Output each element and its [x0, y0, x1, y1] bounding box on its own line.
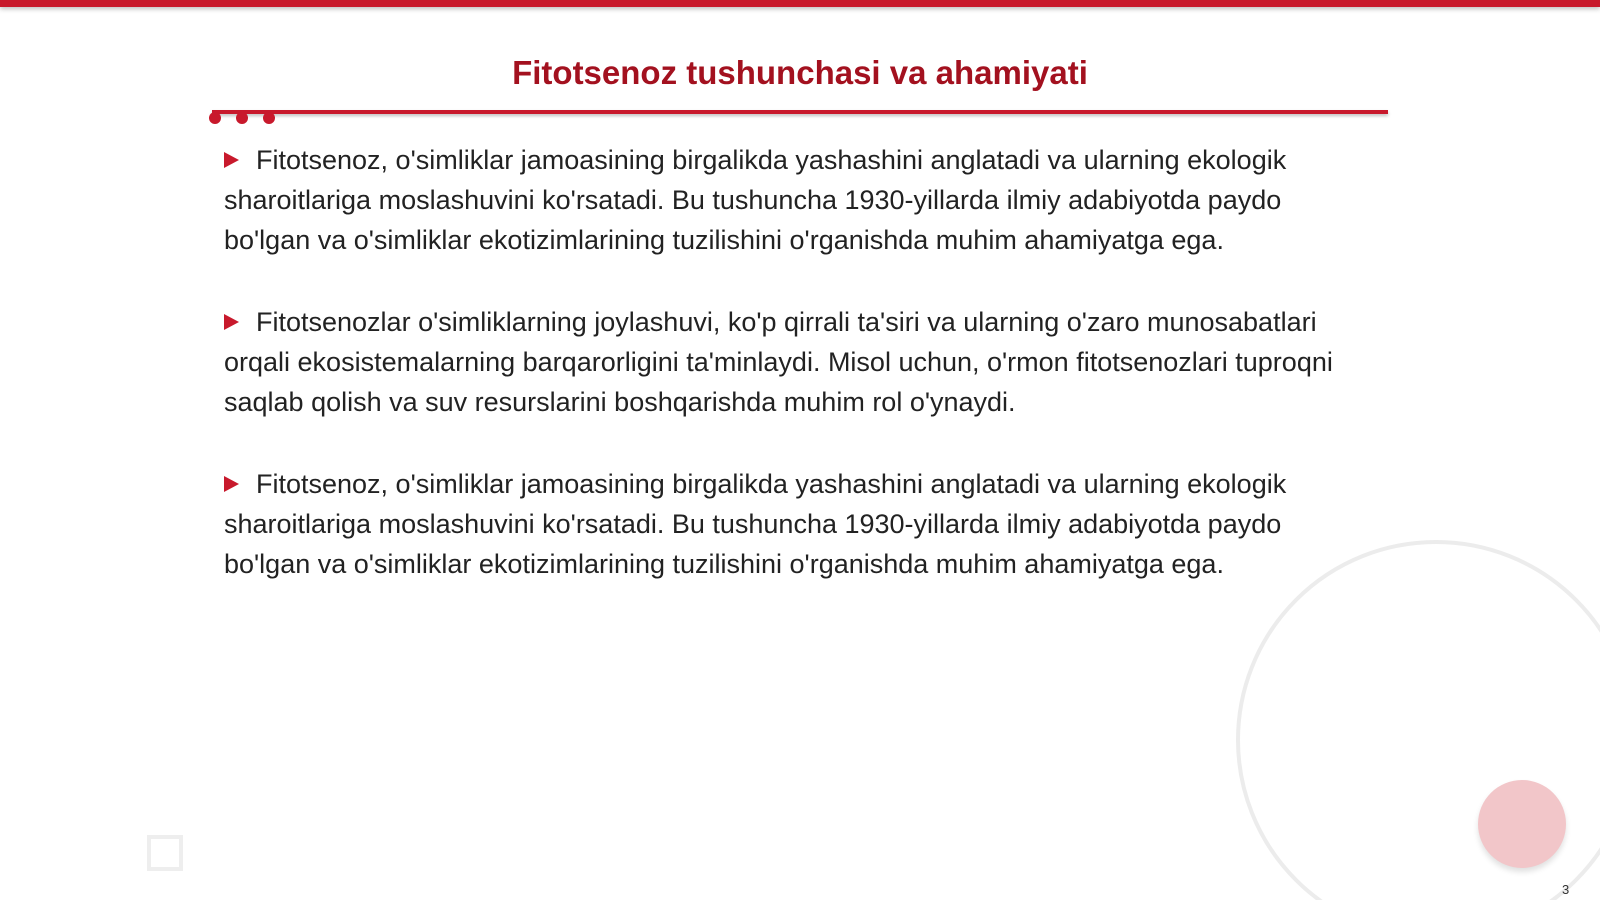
triangle-bullet-icon: [224, 476, 239, 492]
bullet-paragraph: [224, 140, 1374, 260]
top-accent-bar: [0, 0, 1600, 7]
decorative-dot: [209, 112, 221, 124]
decorative-dot: [263, 112, 275, 124]
title-underline: [212, 110, 1388, 114]
paragraph-text: Fitotsenoz, o'simliklar jamoasining birgalikda yashashini anglatadi va ularning ekologik sharoitlariga moslashuvini ko'rsatadi. Bu tushuncha 1930-yillarda ilmiy adabiyotda paydo bo'lgan va o'simliklar ekotizimlarining tuzilishini o'rganishda muhim ahamiyatga ega.: [224, 145, 1287, 255]
page-number: 3: [1562, 882, 1570, 897]
bullet-paragraph: [224, 464, 1374, 584]
triangle-bullet-icon: [224, 314, 239, 330]
triangle-bullet-icon: [224, 152, 239, 168]
slide-title: Fitotsenoz tushunchasi va ahamiyati: [512, 54, 1088, 91]
slide-body: [224, 140, 1374, 626]
paragraph-text: Fitotsenoz, o'simliklar jamoasining birgalikda yashashini anglatadi va ularning ekologik sharoitlariga moslashuvini ko'rsatadi. Bu tushuncha 1930-yillarda ilmiy adabiyotda paydo bo'lgan va o'simliklar ekotizimlarining tuzilishini o'rganishda muhim ahamiyatga ega.: [224, 469, 1287, 579]
paragraph-text: Fitotsenozlar o'simliklarning joylashuvi, ko'p qirrali ta'siri va ularning o'zaro munosabatlari orqali ekosistemalarning barqarorligini ta'minlaydi. Misol uchun, o'rmon fitotsenozlari tuproqni saqlab qolish va suv resurslarini boshqarishda muhim rol o'ynaydi.: [224, 307, 1333, 417]
decorative-dot: [236, 112, 248, 124]
decorative-square: [147, 835, 183, 871]
decorative-pink-circle: [1478, 780, 1566, 868]
bullet-paragraph: [224, 302, 1374, 422]
